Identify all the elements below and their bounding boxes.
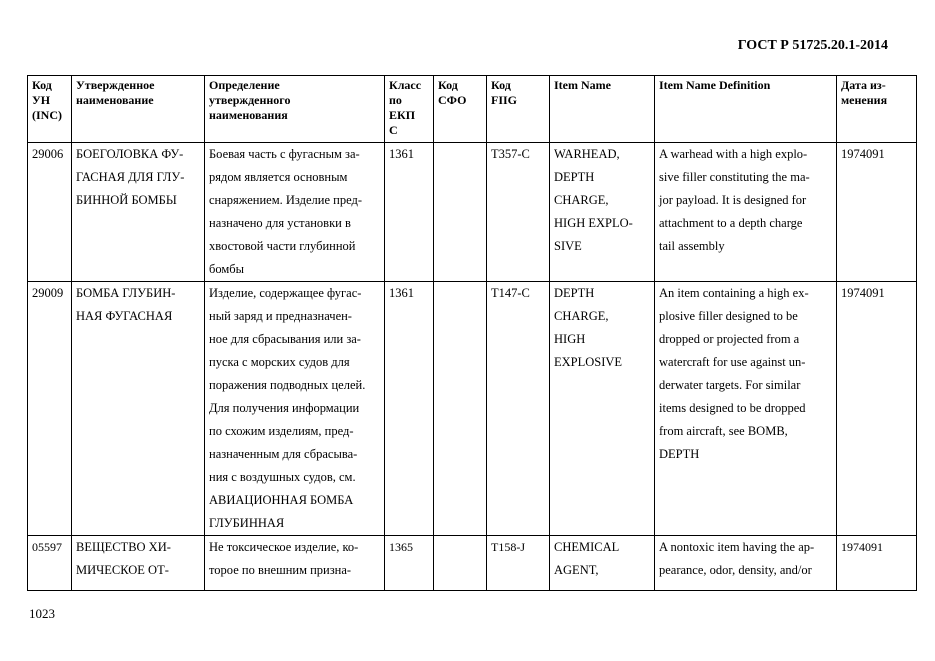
column-header-item-name: Item Name [550, 76, 655, 143]
cell-class: 1361 [385, 143, 434, 282]
page-number: 1023 [29, 606, 55, 621]
cell-item-definition: A warhead with a high explo- sive filler constituting the ma- jor payload. It is designed for attachment to a depth charge tail assembly [655, 143, 837, 282]
cell-sfo [438, 536, 482, 586]
cell-class: 1361 [385, 282, 434, 536]
cell-approved-name-wrap [72, 536, 205, 591]
cell-fiig: T357-C [487, 143, 550, 282]
table-row [28, 143, 917, 282]
cell-fiig-wrap [487, 536, 550, 591]
cell-approved-name: БОЕГОЛОВКА ФУ- ГАСНАЯ ДЛЯ ГЛУ- БИННОЙ БОМБЫ [72, 143, 205, 282]
cell-approved-name: ВЕЩЕСТВО ХИ- МИЧЕСКОЕ ОТ- [76, 540, 171, 577]
table-row [28, 282, 917, 536]
cell-item-definition: A nontoxic item having the ap- pearance, odor, density, and/or [659, 540, 815, 577]
column-header-approved-name: Утвержденное наименование [72, 76, 205, 143]
column-header-definition: Определение утвержденного наименования [205, 76, 385, 143]
cell-sfo-wrap [434, 536, 487, 591]
table-row [28, 536, 917, 591]
cell-date: 1974091 [837, 143, 917, 282]
column-header-sfo: Код СФО [434, 76, 487, 143]
cell-inc: 05597 [32, 540, 62, 554]
cell-class: 1365 [389, 540, 413, 554]
cell-definition: Изделие, содержащее фугас- ный заряд и предназначен- ное для сбрасывания или за- пуска с морских судов для поражения подводных целей. Для получения информации по схожим изделиям, пред- назначенным для сбрасыва- ния с воздушных судов, см. АВИАЦИОННАЯ БОМБА ГЛУБИННАЯ [205, 282, 385, 536]
cell-inc: 29006 [28, 143, 72, 282]
cell-date-wrap [837, 536, 917, 591]
cell-item-name: DEPTH CHARGE, HIGH EXPLOSIVE [550, 282, 655, 536]
column-header-date: Дата из- менения [837, 76, 917, 143]
cell-date: 1974091 [841, 540, 883, 554]
cell-inc-wrap [28, 536, 72, 591]
cell-item-name-wrap [550, 536, 655, 591]
cell-fiig: T158-J [491, 540, 525, 554]
cell-fiig: T147-C [487, 282, 550, 536]
cell-sfo [434, 143, 487, 282]
cell-approved-name: БОМБА ГЛУБИН- НАЯ ФУГАСНАЯ [72, 282, 205, 536]
cell-item-definition-wrap [655, 536, 837, 591]
cell-inc: 29009 [28, 282, 72, 536]
cell-sfo [434, 282, 487, 536]
column-header-item-definition: Item Name Definition [655, 76, 837, 143]
column-header-inc: Код УН (INC) [28, 76, 72, 143]
cell-definition-wrap [205, 536, 385, 591]
cell-item-name: WARHEAD, DEPTH CHARGE, HIGH EXPLO- SIVE [550, 143, 655, 282]
table-header-row [28, 76, 917, 143]
cell-class-wrap [385, 536, 434, 591]
column-header-class: Класс по ЕКП С [385, 76, 434, 143]
cell-item-name: CHEMICAL AGENT, [554, 540, 620, 577]
cell-definition: Не токсическое изделие, ко- торое по внешним призна- [209, 540, 359, 577]
column-header-fiig: Код FIIG [487, 76, 550, 143]
cell-definition: Боевая часть с фугасным за- рядом является основным снаряжением. Изделие пред- назначено для установки в хвостовой части глубинной бомбы [205, 143, 385, 282]
cell-item-definition: An item containing a high ex- plosive filler designed to be dropped or projected from a watercraft for use against un- derwater targets. For similar items designed to be dropped from aircraft, see BOMB, DEPTH [655, 282, 837, 536]
registry-table [27, 75, 917, 591]
document-standard-header: ГОСТ Р 51725.20.1-2014 [737, 38, 888, 53]
cell-date: 1974091 [837, 282, 917, 536]
